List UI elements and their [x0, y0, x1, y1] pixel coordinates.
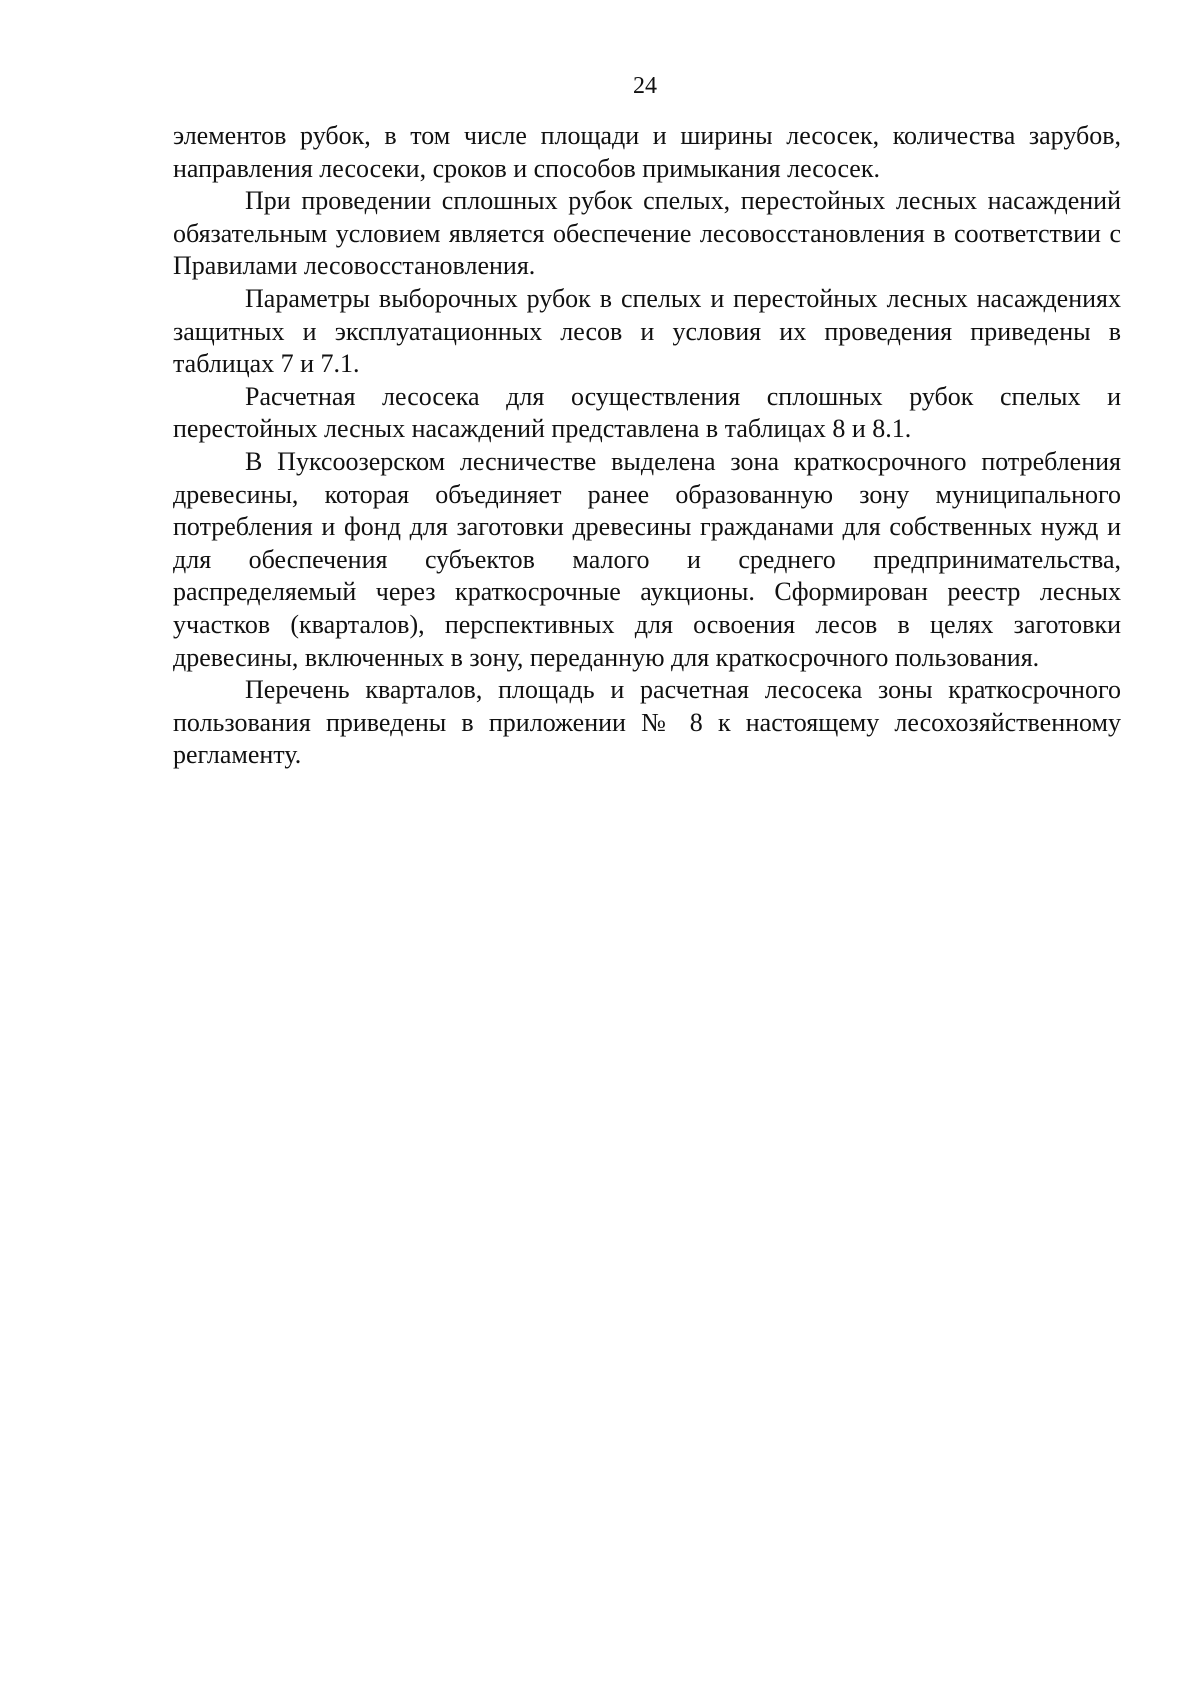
document-body [173, 120, 1121, 772]
paragraph-short-term-zone: В Пуксоозерском лесничестве выделена зона краткосрочного потребления древесины, которая объединяет ранее образованную зону муниципального потребления и фонд для заготовки древесины гражданами для собственных нужд и для обеспечения субъектов малого и среднего предпринимательства, распределяемый через краткосрочные аукционы. Сформирован реестр лесных участков (кварталов), перспективных для освоения лесов в целях заготовки древесины, включенных в зону, переданную для краткосрочного пользования. [173, 446, 1121, 672]
paragraph-continuation: элементов рубок, в том числе площади и ширины лесосек, количества зарубов, направления лесосеки, сроков и способов примыкания лесосек. [173, 121, 1121, 183]
paragraph-selective-cutting: Параметры выборочных рубок в спелых и перестойных лесных насаждениях защитных и эксплуатационных лесов и условия их проведения приведены в таблицах 7 и 7.1. [173, 283, 1121, 379]
page-number: 24 [633, 73, 657, 99]
paragraph-allowable-cut: Расчетная лесосека для осуществления сплошных рубок спелых и перестойных лесных насаждений представлена в таблицах 8 и 8.1. [173, 381, 1121, 444]
paragraph-appendix-reference: Перечень кварталов, площадь и расчетная лесосека зоны краткосрочного пользования приведены в приложении № 8 к настоящему лесохозяйственному регламенту. [173, 675, 1121, 770]
paragraph-clear-cutting: При проведении сплошных рубок спелых, перестойных лесных насаждений обязательным условием является обеспечение лесовосстановления в соответствии с Правилами лесовосстановления. [173, 186, 1121, 281]
